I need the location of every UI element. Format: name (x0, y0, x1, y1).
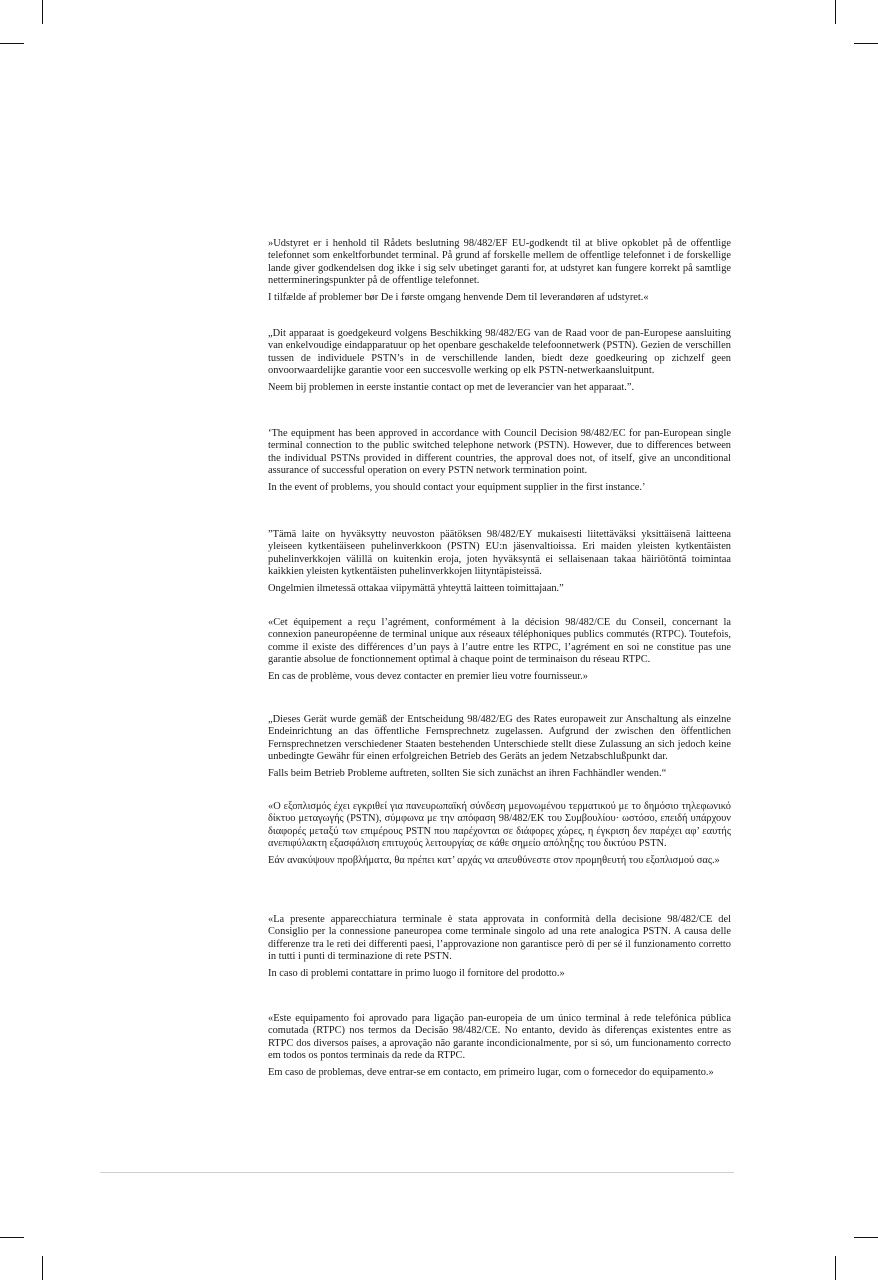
notice-closing: In the event of problems, you should contact your equipment supplier in the first instance.’ (268, 482, 646, 494)
notice-body: »Udstyret er i henhold til Rådets beslutning 98/482/EF EU-godkendt til at blive opkoblet på de offentlige telefonnet som enkeltforbundet terminal. På grund af forskelle mellem de offentlige telefonnet i de forskellige lande giver godkendelsen dog ikke i sig selv ubetinget garanti for, at udstyret kan fungere korrekt på samtlige nettermineringspunkter på de offentlige telefonnet. (268, 238, 731, 286)
crop-mark-bottom-left-v (42, 1256, 43, 1280)
notice-portuguese (268, 1013, 731, 1079)
notice-finnish (268, 529, 731, 595)
notice-body: «La presente apparecchiatura terminale è stata approvata in conformità della decisione 98/482/CE del Consiglio per la connessione paneuropea come terminale singolo ad una rete analogica PSTN. A causa delle differenze tra le reti dei differenti paesi, l’approvazione non garantisce però di per sé il funzionamento corretto in tutti i punti di terminazione di rete PSTN. (268, 914, 731, 962)
crop-mark-top-left-h (0, 43, 24, 44)
notice-body: ‘The equipment has been approved in accordance with Council Decision 98/482/EC for pan-European single terminal connection to the public switched telephone network (PSTN). However, due to differences between the individual PSTNs provided in different countries, the approval does not, of itself, give an unconditional assurance of successful operation on every PSTN network termination point. (268, 428, 731, 476)
notice-closing: En cas de problème, vous devez contacter en premier lieu votre fournisseur.» (268, 671, 588, 683)
footer-rule (100, 1172, 734, 1173)
notice-german (268, 714, 731, 780)
notice-closing: Em caso de problemas, deve entrar-se em contacto, em primeiro lugar, com o fornecedor do equipamento.» (268, 1067, 714, 1079)
crop-mark-top-left-v (42, 0, 43, 24)
notice-body: ”Tämä laite on hyväksytty neuvoston päätöksen 98/482/EY mukaisesti liitettäväksi yksittäisenä laitteena yleiseen kytkentäiseen puhelinverkkoon (PSTN) EU:n jäsenvaltioissa. Eri maiden yleisten kytkentäisten puhelinverkkojen välillä on kuitenkin eroja, joten hyväksyntä ei sellaisenaan takaa häiriötöntä toimintaa kaikkien yleisten kytkentäisten puhelinverkkojen liityntäpisteissä. (268, 529, 731, 577)
notice-dutch (268, 328, 731, 394)
crop-mark-top-right-v (835, 0, 836, 24)
crop-mark-bottom-right-h (854, 1237, 878, 1238)
notice-closing: Falls beim Betrieb Probleme auftreten, sollten Sie sich zunächst an ihren Fachhändler wenden.“ (268, 768, 667, 780)
notice-closing: Neem bij problemen in eerste instantie contact op met de leverancier van het apparaat.”. (268, 382, 635, 394)
notice-body: «Cet équipement a reçu l’agrément, conformément à la décision 98/482/CE du Conseil, concernant la connexion paneuropéenne de terminal unique aux réseaux téléphoniques publics commutés (RTPC). Toutefois, comme il existe des différences d’un pays à l’autre entre les RTPC, l’agrément en soi ne constitue pas une garantie absolue de fonctionnement optimal à chaque point de terminaison du réseau RTPC. (268, 617, 731, 665)
crop-mark-bottom-right-v (835, 1256, 836, 1280)
notice-body: „Dit apparaat is goedgekeurd volgens Beschikking 98/482/EG van de Raad voor de pan-Europese aansluiting van enkelvoudige eindapparatuur op het openbare geschakelde telefoonnetwerk (PSTN). Gezien de verschillen tussen de individuele PSTN’s in de verschillende landen, biedt deze goedkeuring op zichzelf geen onvoorwaardelijke garantie voor een succesvolle werking op elk PSTN-netwerkaansluitpunt. (268, 328, 731, 376)
crop-mark-top-right-h (854, 43, 878, 44)
notice-english (268, 428, 731, 494)
notice-danish (268, 238, 731, 304)
notice-body: «Ο εξοπλισμός έχει εγκριθεί για πανευρωπαϊκή σύνδεση μεμονωμένου τερματικού με το δημόσιο τηλεφωνικό δίκτυο μεταγωγής (PSTN), σύμφωνα με την απόφαση 98/482/ΕΚ του Συμβουλίου· ωστόσο, επειδή υπάρχουν διαφορές μεταξύ των επιμέρους PSTN που παρέχονται σε διάφορες χώρες, η έγκριση δεν παρέχει αφ’ εαυτής ανεπιφύλακτη εξασφάλιση επιτυχούς λειτουργίας σε κάθε σημείο απόληξης του δικτύου PSTN. (268, 801, 731, 849)
notice-greek (268, 801, 731, 867)
notice-closing: In caso di problemi contattare in primo luogo il fornitore del prodotto.» (268, 968, 565, 980)
notice-closing: I tilfælde af problemer bør De i første omgang henvende Dem til leverandøren af udstyret.« (268, 292, 649, 304)
notice-french (268, 617, 731, 683)
notice-closing: Εάν ανακύψουν προβλήματα, θα πρέπει κατ’ αρχάς να απευθύνεστε στον προμηθευτή του εξοπλισμού σας.» (268, 855, 720, 867)
notice-body: „Dieses Gerät wurde gemäß der Entscheidung 98/482/EG des Rates europaweit zur Anschaltung als einzelne Endeinrichtung an das öffentliche Fernsprechnetz zugelassen. Aufgrund der zwischen den öffentlichen Fernsprechnetzen verschiedener Staaten bestehenden Unterschiede stellt diese Zulassung an sich jedoch keine unbedingte Gewähr für einen erfolgreichen Betrieb des Geräts an jedem Netzabschlußpunkt dar. (268, 714, 731, 762)
notice-italian (268, 914, 731, 980)
notice-closing: Ongelmien ilmetessä ottakaa viipymättä yhteyttä laitteen toimittajaan.” (268, 583, 564, 595)
crop-mark-bottom-left-h (0, 1237, 24, 1238)
notice-body: «Este equipamento foi aprovado para ligação pan-europeia de um único terminal à rede telefónica pública comutada (RTPC) nos termos da Decisão 98/482/CE. No entanto, devido às diferenças existentes entre as RTPC dos diversos países, a aprovação não garante incondicionalmente, por si só, um funcionamento correcto em todos os pontos terminais da rede da RTPC. (268, 1013, 731, 1061)
